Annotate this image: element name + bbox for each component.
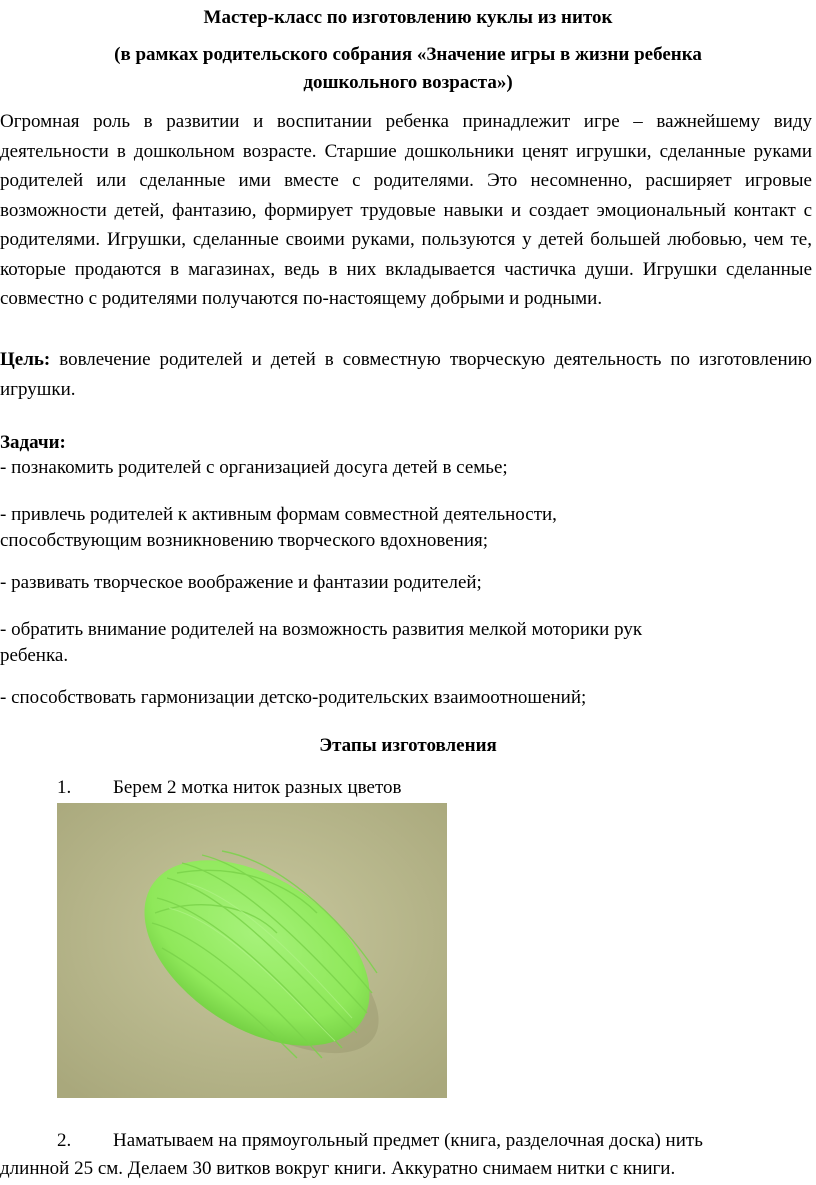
task-item: - привлечь родителей к активным формам совместной деятельности, bbox=[0, 504, 557, 525]
task-item-continuation: ребенка. bbox=[0, 645, 69, 666]
task-item: - развивать творческое воображение и фантазии родителей; bbox=[0, 572, 482, 593]
step-text: Берем 2 мотка ниток разных цветов bbox=[113, 777, 402, 798]
task-item: - способствовать гармонизации детско-родительских взаимоотношений; bbox=[0, 687, 587, 708]
stages-heading: Этапы изготовления bbox=[319, 735, 497, 756]
document-subtitle-line-1: (в рамках родительского собрания «Значение игры в жизни ребенка bbox=[114, 44, 702, 65]
tasks-label: Задачи: bbox=[0, 432, 66, 453]
task-item-continuation: способствующим возникновению творческого вдохновения; bbox=[0, 530, 489, 551]
yarn-ball-image bbox=[57, 803, 447, 1098]
step-text: Наматываем на прямоугольный предмет (книга, разделочная доска) нить bbox=[113, 1130, 703, 1151]
step-number: 2. bbox=[57, 1130, 72, 1151]
task-item: - обратить внимание родителей на возможность развития мелкой моторики рук bbox=[0, 619, 643, 640]
document-subtitle-line-2: дошкольного возраста») bbox=[303, 72, 513, 93]
step-number: 1. bbox=[57, 777, 72, 798]
goal-paragraph bbox=[0, 345, 812, 404]
step-text-continuation: длинной 25 см. Делаем 30 витков вокруг книги. Аккуратно снимаем нитки с книги. bbox=[0, 1158, 676, 1179]
goal-text: вовлечение родителей и детей в совместную творческую деятельность по изготовлению игрушки. bbox=[0, 349, 812, 400]
goal-label: Цель: bbox=[0, 349, 51, 370]
yarn-photo bbox=[57, 803, 447, 1098]
task-item: - познакомить родителей с организацией досуга детей в семье; bbox=[0, 457, 508, 478]
intro-paragraph: Огромная роль в развитии и воспитании ребенка принадлежит игре – важнейшему виду деятельности в дошкольном возрасте. Старшие дошкольники ценят игрушки, сделанные руками родителей или сделанные ими вместе с родителями. Это несомненно, расширяет игровые возможности детей, фантазию, формирует трудовые навыки и создает эмоциональный контакт с родителями. Игрушки, сделанные своими руками, пользуются у детей большей любовью, чем те, которые продаются в магазинах, ведь в них вкладывается частичка души. Игрушки сделанные совместно с родителями получаются по-настоящему добрыми и родными. bbox=[0, 111, 812, 309]
document-title: Мастер-класс по изготовлению куклы из ниток bbox=[203, 7, 613, 28]
